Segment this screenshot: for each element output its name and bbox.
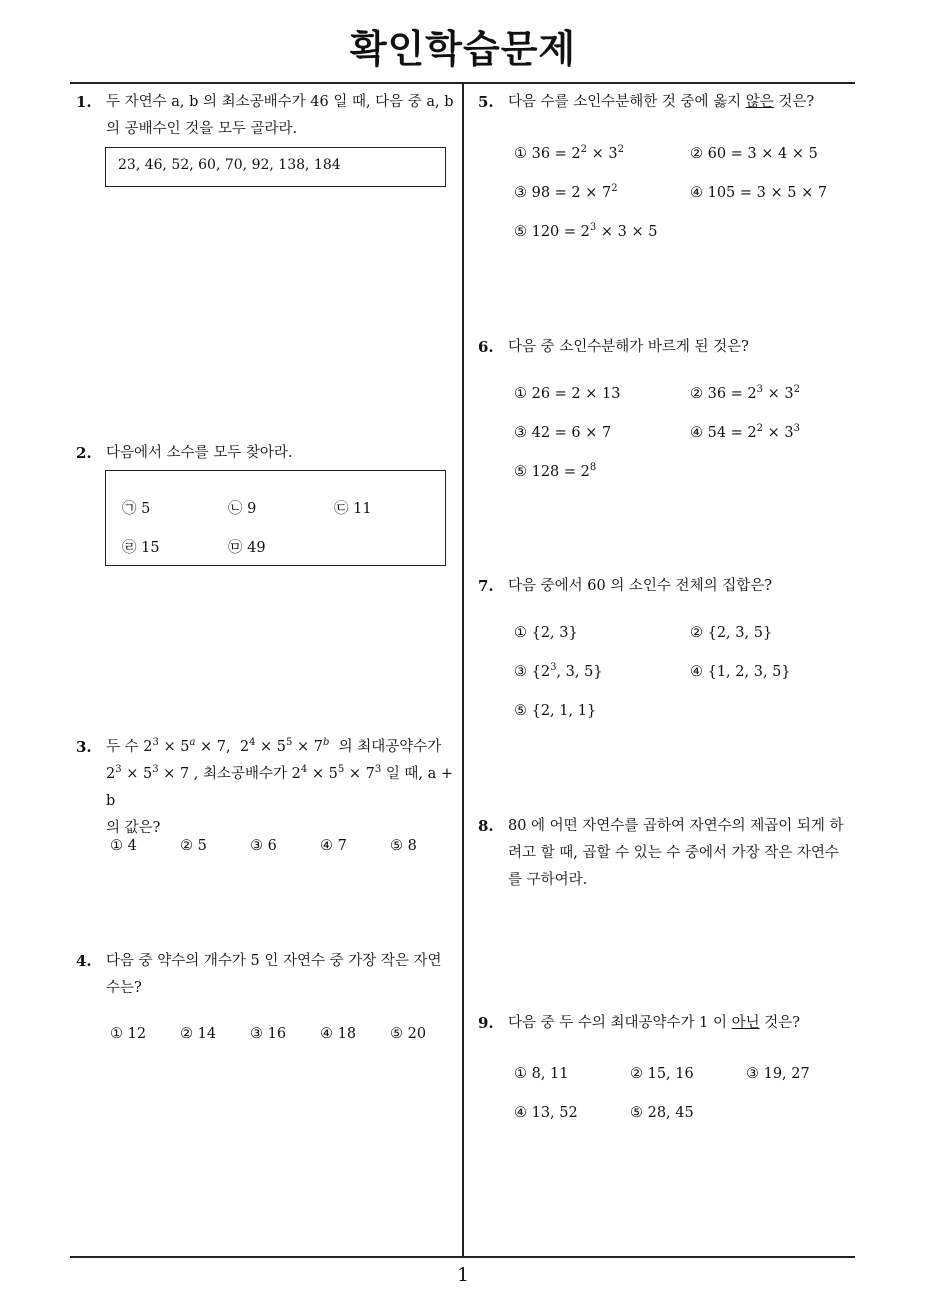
question-7 [478, 573, 858, 600]
question-number: 9. [478, 1014, 494, 1032]
choice-item: ㉠ 5 [122, 501, 151, 517]
question-number: 6. [478, 338, 494, 356]
option[interactable]: ② 15, 16 [630, 1066, 694, 1082]
option[interactable]: ② $36 = 2^3 \times 3^2$ [690, 384, 800, 402]
choice-item: ㉤ 49 [228, 540, 266, 556]
question-number: 1. [76, 93, 92, 111]
number-list: 23, 46, 52, 60, 70, 92, 138, 184 [118, 157, 341, 173]
option[interactable]: ④ {1, 2, 3, 5} [690, 664, 791, 680]
question-text [106, 948, 461, 1002]
question-line: 의 공배수인 것을 모두 골라라. [106, 121, 298, 137]
question-text [106, 89, 456, 143]
question-3 [76, 734, 461, 842]
option[interactable]: ③ $98 = 2 \times 7^2$ [514, 183, 618, 201]
option[interactable]: ⑤ 28, 45 [630, 1105, 694, 1121]
question-line: 두 수 $2^3 \times 5^a \times 7$, $2^4 \times 5^5 \times 7^b$ 의 최대공약수가 [106, 737, 442, 755]
option[interactable]: ④ $54 = 2^2 \times 3^3$ [690, 423, 800, 441]
option[interactable]: ② {2, 3, 5} [690, 625, 773, 641]
option[interactable]: ④ 13, 52 [514, 1105, 578, 1121]
question-number: 3. [76, 738, 92, 756]
question-text [106, 734, 461, 842]
question-line: 를 구하여라. [508, 872, 588, 888]
option[interactable]: ③ 16 [250, 1026, 287, 1042]
option[interactable]: ① {2, 3} [514, 625, 578, 641]
question-line: 다음 중 약수의 개수가 5 인 자연수 중 가장 작은 자연 [106, 953, 442, 969]
column-divider [462, 83, 464, 1258]
option[interactable]: ⑤ {2, 1, 1} [514, 703, 597, 719]
choice-item: ㉢ 11 [334, 501, 372, 517]
question-4 [76, 948, 461, 1002]
question-2 [76, 440, 456, 467]
option[interactable]: ⑤ 20 [390, 1026, 427, 1042]
question-number: 8. [478, 817, 494, 835]
page-title: 확인학습문제 [349, 27, 577, 71]
question-text: 다음 중에서 60 의 소인수 전체의 집합은? [508, 578, 772, 594]
option[interactable]: ④ 18 [320, 1026, 357, 1042]
question-1 [76, 89, 456, 143]
option[interactable]: ③ 19, 27 [746, 1066, 810, 1082]
option[interactable]: ⑤ $128 = 2^8$ [514, 462, 597, 480]
question-9 [478, 1010, 858, 1037]
question-line: $2^3 \times 5^3 \times 7$ , 최소공배수가 $2^4 \times 5^5 \times 7^3$ 일 때, a + b [106, 764, 454, 809]
question-line: 두 자연수 a, b 의 최소공배수가 46 일 때, 다음 중 a, b [106, 94, 454, 110]
question-line: 려고 할 때, 곱할 수 있는 수 중에서 가장 작은 자연수 [508, 845, 839, 861]
question-text: 다음 중 소인수분해가 바르게 된 것은? [508, 339, 749, 355]
bottom-rule [70, 1256, 855, 1258]
question-5 [478, 89, 858, 116]
option[interactable]: ⑤ $120 = 2^3 \times 3 \times 5$ [514, 222, 658, 240]
question-line: 수는? [106, 980, 142, 996]
option[interactable]: ③ 6 [250, 838, 277, 854]
q2-choice-box [105, 470, 446, 566]
option[interactable]: ① 4 [110, 838, 137, 854]
question-6 [478, 334, 858, 361]
option[interactable]: ⑤ 8 [390, 838, 417, 854]
question-line: 의 값은? [106, 820, 161, 836]
option[interactable]: ① 26 = 2 × 13 [514, 386, 621, 402]
option[interactable]: ② 14 [180, 1026, 217, 1042]
option[interactable]: ① 8, 11 [514, 1066, 569, 1082]
choice-item: ㉡ 9 [228, 501, 257, 517]
question-line: 80 에 어떤 자연수를 곱하여 자연수의 제곱이 되게 하 [508, 818, 844, 834]
page-number: 1 [456, 1264, 470, 1286]
question-number: 2. [76, 444, 92, 462]
option[interactable]: ④ 7 [320, 838, 347, 854]
option[interactable]: ① $36 = 2^2 \times 3^2$ [514, 144, 624, 162]
option[interactable]: ② 5 [180, 838, 207, 854]
question-number: 7. [478, 577, 494, 595]
question-text: 다음 중 두 수의 최대공약수가 1 이 아닌 것은? [508, 1015, 801, 1031]
option[interactable]: ① 12 [110, 1026, 147, 1042]
option[interactable]: ② 60 = 3 × 4 × 5 [690, 146, 818, 162]
choice-item: ㉣ 15 [122, 540, 160, 556]
option[interactable]: ③ 42 = 6 × 7 [514, 425, 612, 441]
question-text: 다음에서 소수를 모두 찾아라. [106, 445, 293, 461]
q1-number-box [105, 147, 446, 187]
question-8 [478, 813, 863, 894]
question-text [508, 813, 863, 894]
question-text: 다음 수를 소인수분해한 것 중에 옳지 않은 것은? [508, 94, 815, 110]
option[interactable]: ④ 105 = 3 × 5 × 7 [690, 185, 828, 201]
question-number: 4. [76, 952, 92, 970]
question-number: 5. [478, 93, 494, 111]
option[interactable]: ③ {$2^3$, 3, 5} [514, 662, 603, 680]
